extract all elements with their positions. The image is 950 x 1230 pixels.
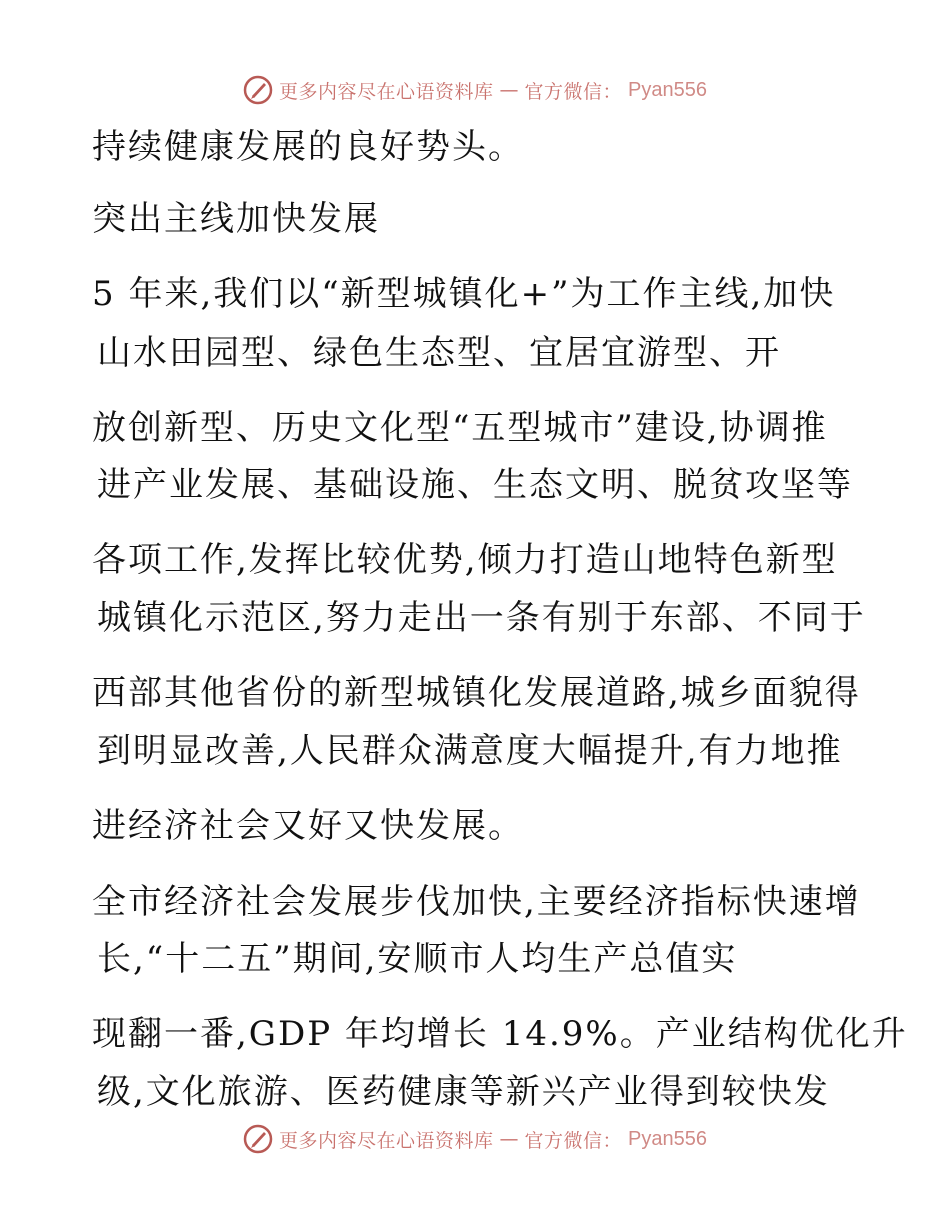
text-line: 放创新型、历史文化型“五型城市”建设,协调推: [92, 408, 828, 448]
watermark-account-prefix: 官方微信：: [524, 1129, 623, 1152]
text-line: 持续健康发展的良好势头。: [92, 127, 524, 167]
header-watermark: [0, 70, 950, 110]
text-line: 长,“十二五”期间,安顺市人均生产总值实: [97, 939, 738, 979]
watermark-separator: —: [499, 1128, 519, 1150]
watermark-account: Pyan556: [628, 1127, 707, 1150]
text-line: 全市经济社会发展步伐加快,主要经济指标快速增: [92, 882, 861, 922]
text-line: 级,文化旅游、医药健康等新兴产业得到较快发: [97, 1072, 830, 1112]
quill-logo-icon: [243, 1124, 273, 1154]
watermark-account-prefix: 官方微信：: [524, 80, 623, 103]
text-line: 突出主线加快发展: [92, 199, 380, 239]
text-line: 山水田园型、绿色生态型、宜居宜游型、开: [97, 333, 781, 373]
text-line: 现翻一番,GDP 年均增长 14.9%。产业结构优化升: [92, 1014, 908, 1054]
text-line: 到明显改善,人民群众满意度大幅提升,有力地推: [97, 731, 843, 771]
watermark-account: Pyan556: [628, 78, 707, 101]
text-line: 西部其他省份的新型城镇化发展道路,城乡面貌得: [92, 673, 861, 713]
text-line: 各项工作,发挥比较优势,倾力打造山地特色新型: [92, 540, 838, 580]
text-line: 进经济社会又好又快发展。: [92, 806, 524, 846]
text-line: 进产业发展、基础设施、生态文明、脱贫攻坚等: [97, 465, 853, 505]
watermark-text: 更多内容尽在心语资料库: [279, 1129, 494, 1152]
footer-watermark: [0, 1119, 950, 1159]
text-line: 5 年来,我们以“新型城镇化+”为工作主线,加快: [92, 274, 836, 314]
text-line: 城镇化示范区,努力走出一条有别于东部、不同于: [97, 598, 866, 638]
watermark-separator: —: [499, 79, 519, 101]
quill-logo-icon: [243, 75, 273, 105]
watermark-text: 更多内容尽在心语资料库: [279, 80, 494, 103]
